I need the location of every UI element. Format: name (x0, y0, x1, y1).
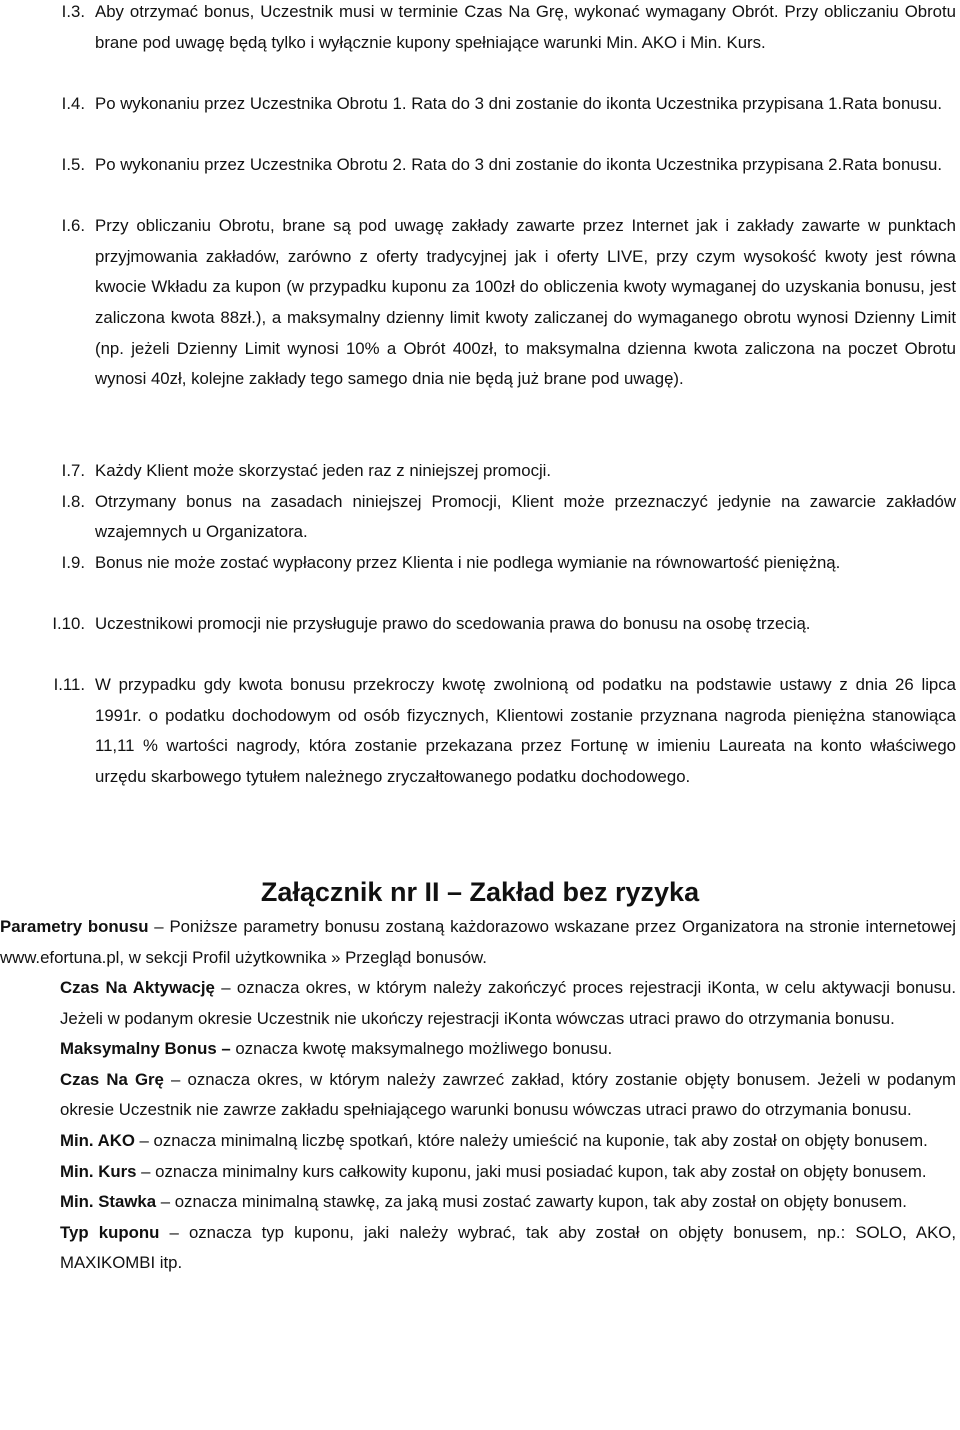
bonus-parameters-paragraph (0, 912, 956, 973)
item-text: Po wykonaniu przez Uczestnika Obrotu 1. Rata do 3 dni zostanie do ikonta Uczestnika przypisana 1.Rata bonusu. (95, 93, 942, 113)
item-number: I.3. (61, 2, 85, 21)
list-item (0, 487, 960, 548)
item-number: I.8. (61, 491, 85, 511)
item-text: Bonus nie może zostać wypłacony przez Klienta i nie podlega wymianie na równowartość pieniężną. (95, 552, 841, 572)
definition-term: Min. AKO (60, 1130, 135, 1150)
definition-min-stake (60, 1187, 956, 1218)
item-number: I.9. (61, 552, 85, 572)
definition-term: Min. Stawka (60, 1192, 157, 1212)
definition-coupon-type (60, 1218, 956, 1279)
definition-text: – oznacza typ kuponu, jaki należy wybrać, tak aby został on objęty bonusem, np.: SOLO, AKO, MAXIKOMBI itp. (60, 1222, 956, 1273)
item-text: Uczestnikowi promocji nie przysługuje prawo do scedowania prawa do bonusu na osobę trzecią. (95, 613, 811, 633)
definition-text: – oznacza okres, w którym należy zakończyć proces rejestracji iKonta, w celu aktywacji bonusu. Jeżeli w podanym okresie Uczestnik nie ukończy rejestracji iKonta wówczas utraci prawo do otrzymania bonusu. (60, 978, 956, 1028)
definition-min-ako (60, 1126, 956, 1157)
definition-text: – oznacza okres, w którym należy zawrzeć zakład, który zostanie objęty bonusem. Jeżeli w podanym okresie Uczestnik nie zawrze zakładu spełniającego warunki bonusu wówczas utraci prawo do otrzymania bonusu. (60, 1069, 957, 1120)
definition-play-time (60, 1065, 956, 1126)
list-item (0, 456, 960, 487)
annex-title: Załącznik nr II – Zakład bez ryzyka (260, 877, 700, 907)
definition-term: Czas Na Grę (60, 1069, 164, 1089)
list-item (0, 609, 960, 670)
definition-activation-time (60, 973, 956, 1034)
definition-text: – oznacza minimalną stawkę, za jaką musi zostać zawarty kupon, tak aby został on objęty bonusem. (156, 1192, 907, 1212)
definition-text: – oznacza minimalną liczbę spotkań, które należy umieścić na kuponie, tak aby został on objęty bonusem. (134, 1130, 928, 1150)
list-item (0, 211, 960, 456)
item-text: Po wykonaniu przez Uczestnika Obrotu 2. Rata do 3 dni zostanie do ikonta Uczestnika przypisana 2.Rata bonusu. (95, 154, 942, 174)
list-item (0, 0, 960, 89)
definition-term: Typ kuponu (60, 1222, 160, 1242)
item-text: Każdy Klient może skorzystać jeden raz z niniejszej promocji. (95, 460, 552, 480)
item-number: I.6. (61, 216, 85, 236)
item-text: Otrzymany bonus na zasadach niniejszej Promocji, Klient może przeznaczyć jedynie na zawarcie zakładów wzajemnych u Organizatora. (95, 491, 956, 542)
definition-text: oznacza kwotę maksymalnego możliwego bonusu. (230, 1039, 613, 1059)
item-number: I.5. (61, 154, 85, 174)
definition-term: Czas Na Aktywację (60, 978, 215, 997)
item-number: I.7. (61, 460, 85, 480)
definitions-list (60, 973, 956, 1279)
item-number: I.11. (53, 675, 85, 695)
definition-term: Min. Kurs (60, 1161, 137, 1181)
item-text: Przy obliczaniu Obrotu, brane są pod uwagę zakłady zawarte przez Internet jak i zakłady zawarte w punktach przyjmowania zakładów, zarówno z oferty tradycyjnej jak i oferty LIVE, przy czym wysokość kwoty jest równa kwocie Wkładu za kupon (w przypadku kuponu za 100zł do obliczenia kwoty wymaganej do uzyskania bonusu, jest zaliczona kwota 88zł.), a maksymalny dzienny limit kwoty zaliczanej do wymaganego obrotu wynosi Dzienny Limit (np. jeżeli Dzienny Limit wynosi 10% a Obrót 400zł, to maksymalna dzienna kwota zaliczona na poczet Obrotu wynosi 40zł, kolejne zakłady tego samego dnia nie będą już brane pod uwagę). (95, 216, 956, 389)
list-item (0, 548, 960, 609)
list-item (0, 150, 960, 211)
item-text: W przypadku gdy kwota bonusu przekroczy kwotę zwolnioną od podatku na podstawie ustawy z dnia 26 lipca 1991r. o podatku dochodowym od osób fizycznych, Klientowi zostanie przyznana nagroda pieniężna stanowiąca 11,11 % wartości nagrody, która zostanie przekazana przez Fortunę w imieniu Laureata na konto właściwego urzędu skarbowego tytułem należnego zryczałtowanego podatku dochodowego. (95, 675, 956, 786)
item-number: I.10. (52, 613, 85, 633)
bonus-parameters-text: – Poniższe parametry bonusu zostaną każdorazowo wskazane przez Organizatora na stronie internetowej www.efortuna.pl, w sekcji Profil użytkownika » Przegląd bonusów. (0, 917, 956, 967)
item-text: Aby otrzymać bonus, Uczestnik musi w terminie Czas Na Grę, wykonać wymagany Obrót. Przy obliczaniu Obrotu brane pod uwagę będą tylko i wyłącznie kupony spełniające warunki Min. AKO i Min. Kurs. (95, 2, 956, 52)
list-item (0, 670, 960, 823)
definition-term: Maksymalny Bonus – (60, 1039, 231, 1059)
definition-text: – oznacza minimalny kurs całkowity kuponu, jaki musi posiadać kupon, tak aby został on objęty bonusem. (136, 1161, 927, 1181)
bonus-parameters-term: Parametry bonusu (0, 917, 149, 936)
item-number: I.4. (61, 93, 85, 113)
list-item (0, 89, 960, 150)
definition-min-odds (60, 1157, 956, 1188)
definition-max-bonus (60, 1034, 956, 1065)
